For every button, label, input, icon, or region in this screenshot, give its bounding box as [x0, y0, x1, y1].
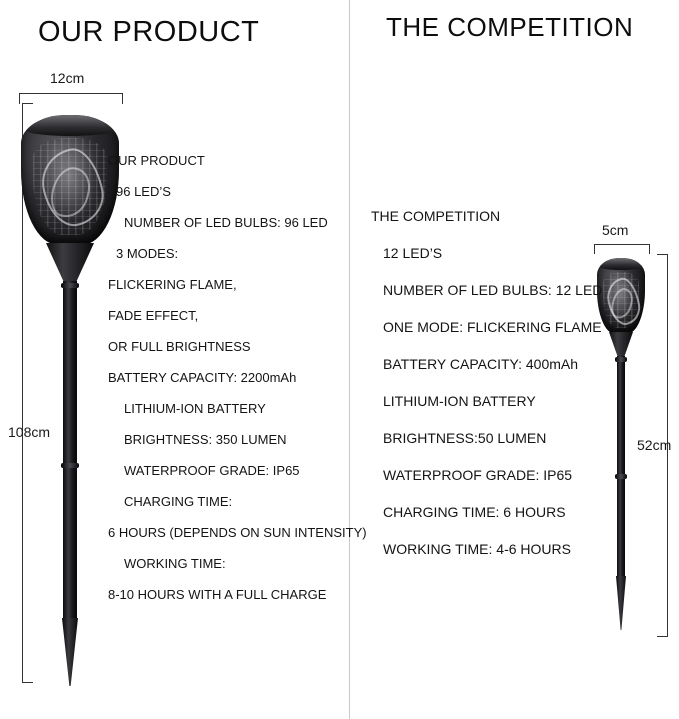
spec-line: 12 LED’S [383, 245, 443, 261]
spec-line: FADE EFFECT, [108, 308, 199, 323]
spec-list-the-competition [371, 198, 602, 568]
torch-pole-right [617, 356, 625, 578]
torch-solar-cap-left [25, 115, 115, 136]
torch-ground-spike-left [62, 618, 78, 686]
spec-line: WATERPROOF GRADE: IP65 [383, 467, 573, 483]
spec-line: LITHIUM-ION BATTERY [383, 393, 536, 409]
spec-line: NUMBER OF LED BULBS: 12 LED [383, 282, 603, 298]
spec-line: LITHIUM-ION BATTERY [124, 401, 266, 416]
torch-taper-right [609, 332, 633, 358]
spec-line: OR FULL BRIGHTNESS [108, 339, 251, 354]
dimension-label-left-height: 108cm [8, 424, 51, 440]
spec-line: BATTERY CAPACITY: 400mAh [383, 356, 579, 372]
torch-ground-spike-right [616, 576, 626, 630]
spec-line: CHARGING TIME: 6 HOURS [383, 504, 566, 520]
spec-line: OUR PRODUCT [108, 153, 205, 168]
spec-line: 3 MODES: [116, 246, 179, 261]
torch-pole-joint-right-1 [615, 357, 627, 362]
spec-line: FLICKERING FLAME, [108, 277, 237, 292]
spec-line: NUMBER OF LED BULBS: 96 LED [124, 215, 328, 230]
spec-line: BRIGHTNESS:50 LUMEN [383, 430, 547, 446]
spec-line: 8-10 HOURS WITH A FULL CHARGE [108, 587, 327, 602]
torch-pole-left [63, 281, 77, 621]
dimension-caliper-left-width [19, 93, 123, 104]
spec-line: WORKING TIME: [124, 556, 226, 571]
spec-line: 96 LED’S [116, 184, 171, 199]
page-title-the-competition: THE COMPETITION [386, 12, 634, 42]
torch-taper-left [46, 243, 94, 283]
spec-line: THE COMPETITION [371, 208, 501, 224]
page-title-our-product: OUR PRODUCT [38, 16, 260, 48]
spec-list-our-product [108, 145, 367, 610]
spec-line: WORKING TIME: 4-6 HOURS [383, 541, 571, 557]
spec-line: BATTERY CAPACITY: 2200mAh [108, 370, 297, 385]
spec-line: ONE MODE: FLICKERING FLAME [383, 319, 602, 335]
torch-head-right [597, 258, 645, 334]
spec-line: BRIGHTNESS: 350 LUMEN [124, 432, 287, 447]
dimension-label-right-width: 5cm [602, 222, 629, 238]
dimension-label-left-width: 12cm [50, 70, 85, 86]
spec-line: WATERPROOF GRADE: IP65 [124, 463, 300, 478]
spec-line: CHARGING TIME: [124, 494, 233, 509]
dimension-label-right-height: 52cm [637, 437, 672, 453]
torch-pole-joint-left-1 [61, 283, 79, 288]
torch-pole-joint-right-2 [615, 474, 627, 479]
torch-solar-cap-right [599, 258, 643, 270]
spec-line: 6 HOURS (DEPENDS ON SUN INTENSITY) [108, 525, 367, 540]
torch-head-left [21, 115, 119, 245]
torch-pole-joint-left-2 [61, 463, 79, 468]
